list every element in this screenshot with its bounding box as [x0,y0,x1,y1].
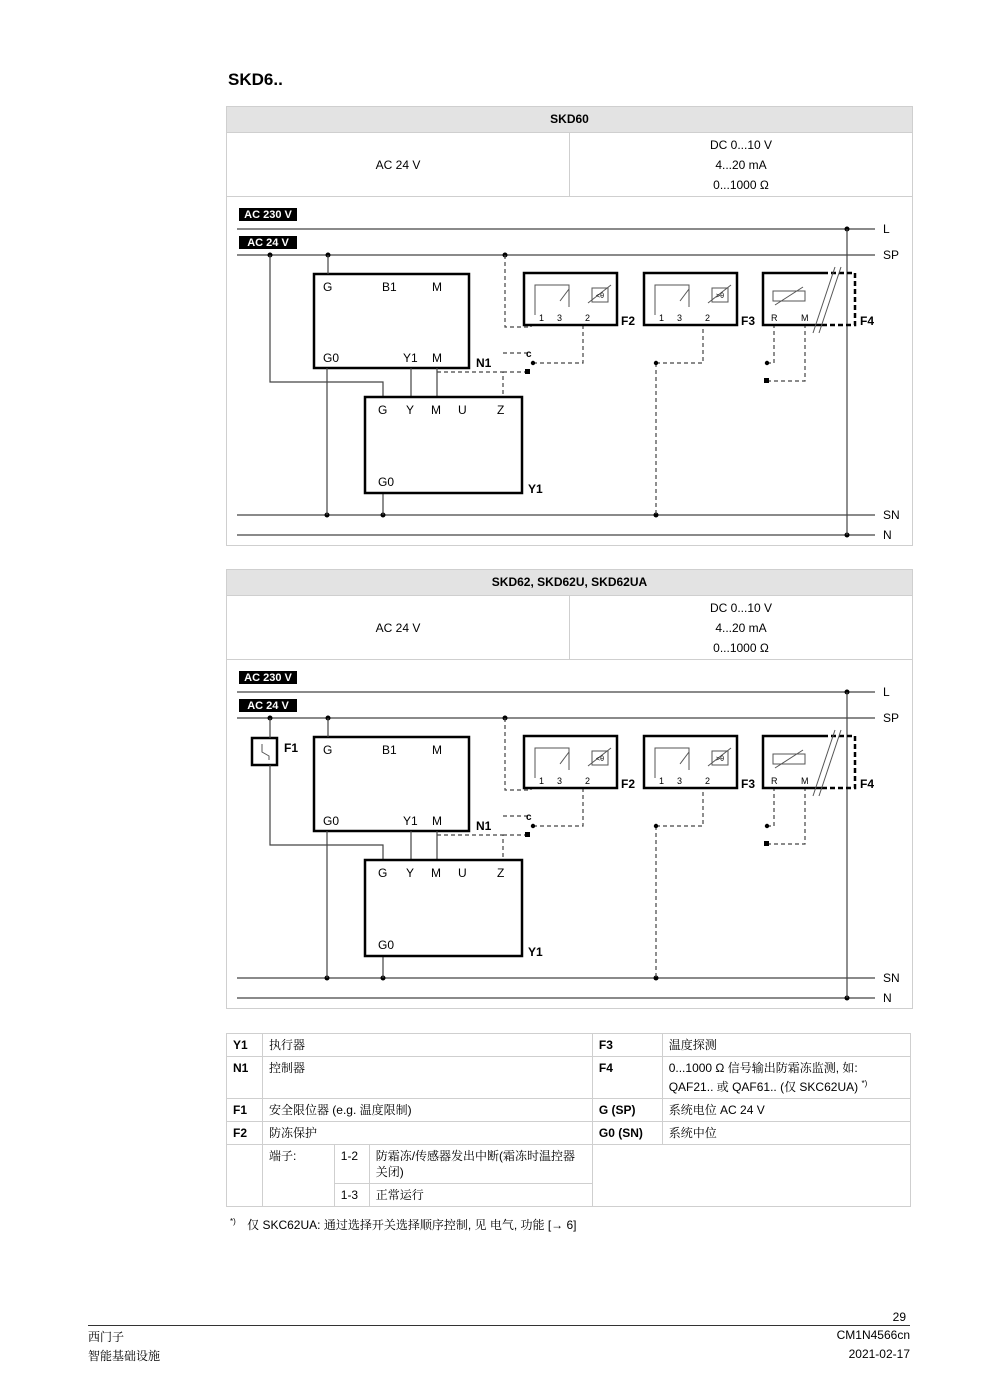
svg-text:G: G [323,743,333,757]
svg-text:F2: F2 [621,314,636,328]
left-signal: AC 24 V [227,596,570,659]
legend-terminal-label: 端子: [262,1145,334,1207]
svg-text:G: G [378,403,388,417]
svg-text:G0: G0 [378,938,395,952]
legend-f1: 安全限位器 (e.g. 温度限制) [262,1099,592,1122]
wiring-diagram-skd62 [227,660,912,1008]
svg-text:Y1: Y1 [403,351,418,365]
page-heading: SKD6.. [228,70,283,89]
svg-text:N1: N1 [476,356,492,370]
bus-label-sn: SN [883,508,900,522]
device-f3 [644,273,755,328]
svg-text:3: 3 [557,776,563,786]
wiring-diagram-svg [227,660,912,1008]
svg-text:M: M [801,776,809,786]
safety-limiter-f1 [252,738,298,765]
legend-t12-val: 防霜冻/传感器发出中断(霜冻时温控器关闭) [369,1145,592,1184]
svg-text:F4: F4 [860,314,875,328]
svg-text:F1: F1 [284,741,299,755]
legend-f3: 温度探测 [662,1034,910,1057]
svg-text:U: U [458,403,467,417]
svg-text:B1: B1 [382,743,397,757]
footer-division: 智能基础设施 [88,1349,161,1363]
wiring-diagram-skd60 [227,197,912,545]
legend-row [227,1145,911,1184]
right-signal-current: 4...20 mA [715,157,767,172]
svg-text:F3: F3 [741,777,756,791]
wiring-diagram-svg [227,197,912,545]
svg-text:>θ: >θ [716,756,724,763]
svg-text:F3: F3 [741,314,756,328]
bus-label-sp: SP [883,711,900,725]
device-f3 [644,736,755,791]
svg-text:Z: Z [497,866,505,880]
svg-text:1: 1 [539,313,545,323]
svg-text:M: M [432,743,442,757]
signal-row [227,133,912,197]
svg-text:<θ: <θ [596,293,604,300]
svg-text:Y1: Y1 [528,945,543,959]
legend-y1: 执行器 [262,1034,592,1057]
footnote-text: 仅 SKC62UA: 通过选择开关选择顺序控制, 见 电气, 功能 [→ 6] [247,1218,577,1232]
svg-text:Z: Z [497,403,505,417]
bus-label-l: L [883,222,890,236]
right-signal-voltage: DC 0...10 V [709,600,773,615]
footer-company: 西门子 [88,1330,125,1344]
svg-text:2: 2 [705,776,711,786]
svg-text:G: G [323,280,333,294]
svg-text:G0: G0 [323,351,340,365]
legend-row: F1 安全限位器 (e.g. 温度限制) G (SP) 系统电位 AC 24 V [227,1099,911,1122]
supply-badge-24 [239,699,297,712]
svg-text:AC 24 V: AC 24 V [247,700,289,712]
legend-f4: 0...1000 Ω 信号输出防霜冻监测, 如: QAF21.. 或 QAF61.. (仅 SKC62UA) *) [662,1057,910,1099]
legend-g0-key: G0 (SN) [592,1122,662,1145]
right-signal-resistance: 0...1000 Ω [713,177,769,192]
wiring-card-skd60 [226,106,913,546]
device-f2 [524,736,635,791]
svg-text:G0: G0 [323,814,340,828]
bus-label-l: L [883,685,890,699]
left-signal: AC 24 V [227,133,570,196]
device-f4 [763,267,874,333]
svg-text:B1: B1 [382,280,397,294]
svg-text:M: M [431,866,441,880]
actuator-y1 [365,397,543,496]
legend-row: Y1 执行器 F3 温度探测 [227,1034,911,1057]
footnote [230,1216,577,1233]
svg-text:3: 3 [557,313,563,323]
svg-text:R: R [771,313,778,323]
legend-t12-key: 1-2 [334,1145,369,1184]
wiring-card-skd62 [226,569,913,1009]
right-signal-current: 4...20 mA [715,620,767,635]
legend-row: F2 防冻保护 G0 (SN) 系统中位 [227,1122,911,1145]
svg-text:AC 24 V: AC 24 V [247,237,289,249]
footer-doc-id: CM1N4566cn [836,1328,910,1342]
svg-text:M: M [431,403,441,417]
svg-text:3: 3 [677,313,683,323]
svg-text:R: R [771,776,778,786]
right-signal-voltage: DC 0...10 V [709,137,773,152]
svg-text:M: M [432,351,442,365]
svg-text:Y1: Y1 [403,814,418,828]
svg-text:2: 2 [585,313,591,323]
legend-t13-val: 正常运行 [369,1184,592,1207]
legend-n1: 控制器 [262,1057,592,1099]
svg-text:c: c [526,812,532,823]
legend-g0-val: 系统中位 [662,1122,910,1145]
svg-text:M: M [432,280,442,294]
card-title: SKD60 [227,107,912,133]
svg-text:Y: Y [406,403,415,417]
svg-text:2: 2 [705,313,711,323]
svg-text:F2: F2 [621,777,636,791]
actuator-y1 [365,860,543,959]
legend-t13-key: 1-3 [334,1184,369,1207]
svg-text:Y: Y [406,866,415,880]
svg-text:2: 2 [585,776,591,786]
svg-text:G: G [378,866,388,880]
signal-row [227,596,912,660]
bus-label-sp: SP [883,248,900,262]
svg-text:M: M [801,313,809,323]
svg-text:N1: N1 [476,819,492,833]
legend-g-key: G (SP) [592,1099,662,1122]
supply-badge-230 [239,671,297,684]
legend-g-val: 系统电位 AC 24 V [662,1099,910,1122]
right-signals [570,596,912,659]
footnote-mark: *) [230,1217,236,1226]
svg-text:c: c [526,349,532,360]
supply-badge-24 [239,236,297,249]
svg-text:<θ: <θ [596,756,604,763]
bus-label-n: N [883,528,892,542]
svg-text:3: 3 [677,776,683,786]
svg-text:M: M [432,814,442,828]
svg-text:F4: F4 [860,777,875,791]
svg-text:1: 1 [659,776,665,786]
supply-badge-230 [239,208,297,221]
right-signals [570,133,912,196]
svg-text:1: 1 [659,313,665,323]
bus-label-sn: SN [883,971,900,985]
page-number: 29 [892,1310,906,1324]
legend-row: N1 控制器 F4 0...1000 Ω 信号输出防霜冻监测, 如: QAF21.. 或 QAF61.. (仅 SKC62UA) *) [227,1057,911,1099]
svg-text:AC 230 V: AC 230 V [244,209,292,221]
svg-text:G0: G0 [378,475,395,489]
controller-n1 [314,274,492,370]
legend-f2: 防冻保护 [262,1122,592,1145]
card-title: SKD62, SKD62U, SKD62UA [227,570,912,596]
device-f4 [763,730,874,796]
svg-text:>θ: >θ [716,293,724,300]
device-f2 [524,273,635,328]
right-signal-resistance: 0...1000 Ω [713,640,769,655]
bus-label-n: N [883,991,892,1005]
svg-text:Y1: Y1 [528,482,543,496]
svg-text:1: 1 [539,776,545,786]
controller-n1 [314,737,492,833]
footer-divider [88,1325,910,1326]
footer-date: 2021-02-17 [848,1347,910,1361]
svg-text:U: U [458,866,467,880]
legend-table [226,1033,911,1207]
svg-text:AC 230 V: AC 230 V [244,672,292,684]
